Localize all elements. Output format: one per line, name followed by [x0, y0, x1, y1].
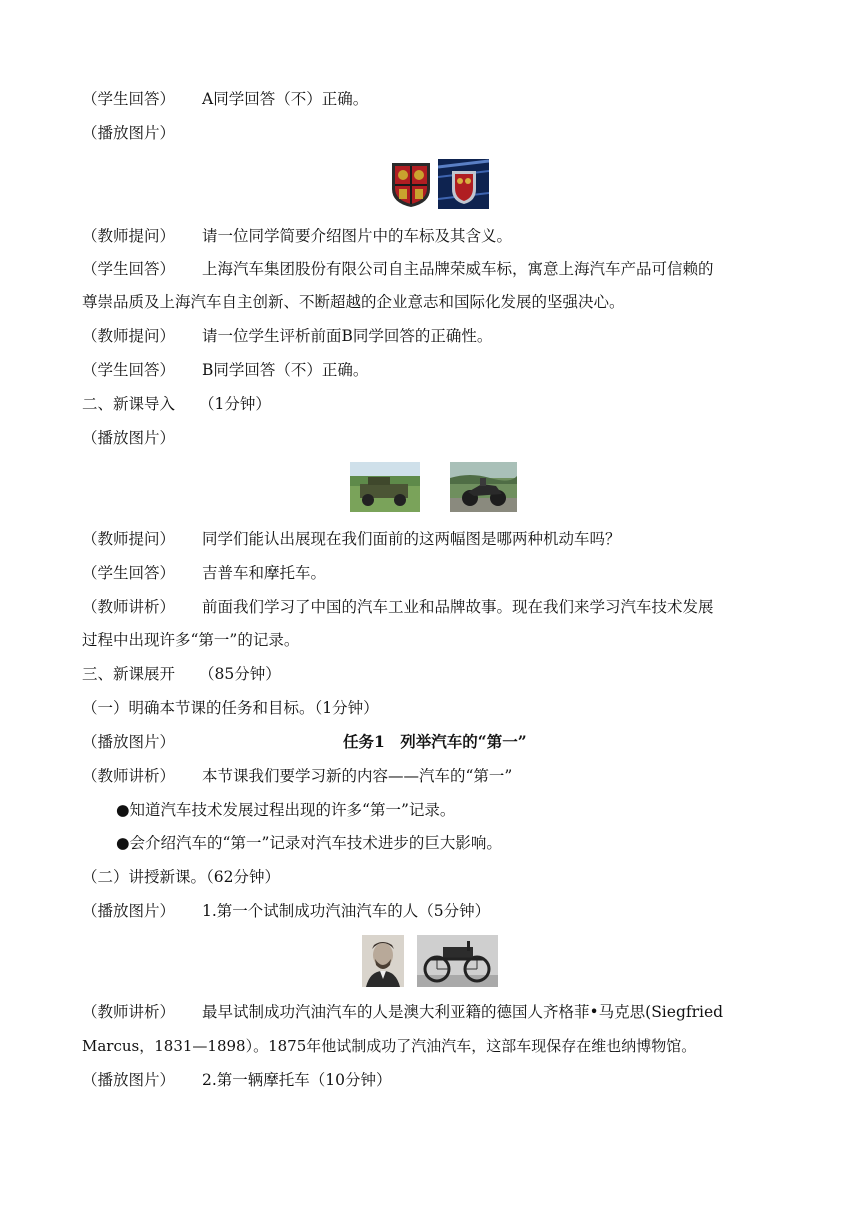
heading-text: 二、新课导入 [82, 395, 176, 413]
answer-text: A同学回答（不）正确。 [202, 90, 369, 108]
role-tag: （播放图片） [82, 124, 176, 142]
subheading-text: （二）讲授新课。（62分钟） [82, 868, 280, 886]
roewe-grille-image [438, 159, 489, 209]
role-tag: （教师讲析） [82, 767, 176, 785]
role-tag: （教师提问） [82, 327, 176, 345]
role-tag: （播放图片） [82, 1071, 176, 1089]
answer-text: 吉普车和摩托车。 [202, 564, 327, 582]
question-text: 请一位同学简要介绍图片中的车标及其含义。 [202, 227, 513, 245]
paragraph-teacher-explain-marcus [82, 1001, 723, 1023]
heading-text: 三、新课展开 [82, 665, 176, 683]
role-tag: （播放图片） [82, 429, 176, 447]
paragraph-student-answer-logo [82, 258, 714, 280]
roewe-logo-image [388, 159, 434, 209]
paragraph-continuation [82, 1035, 696, 1057]
paragraph-play-image-motorcycle [82, 1069, 392, 1091]
question-text: 请一位学生评析前面B同学回答的正确性。 [202, 327, 493, 345]
role-tag: （播放图片） [82, 902, 176, 920]
explain-text-continued: 过程中出现许多“第一”的记录。 [82, 631, 300, 649]
question-text: 同学们能认出展现在我们面前的这两幅图是哪两种机动车吗？ [202, 530, 621, 548]
subheading-text: （一）明确本节课的任务和目标。（1分钟） [82, 699, 379, 717]
topic-text: 1.第一个试制成功汽油汽车的人（5分钟） [202, 902, 491, 920]
subsection-heading-teaching [82, 866, 280, 888]
paragraph-student-answer-a [82, 88, 368, 110]
portrait-photo [362, 935, 404, 987]
topic-text: 2.第一辆摩托车（10分钟） [202, 1071, 392, 1089]
jeep-photo [350, 462, 420, 512]
heading-time: （85分钟） [199, 665, 281, 683]
task-title: 任务1 列举汽车的“第一” [343, 732, 527, 751]
paragraph-play-image [82, 122, 202, 144]
paragraph-continuation [82, 291, 625, 313]
explain-text: 最早试制成功汽油汽车的人是澳大利亚籍的德国人齐格菲•马克思(Siegfried [202, 1003, 724, 1021]
goal-bullet-2: ●会介绍汽车的“第一”记录对汽车技术进步的巨大影响。 [116, 834, 502, 852]
role-tag: （教师提问） [82, 530, 176, 548]
early-car-photo [417, 935, 498, 987]
explain-text-continued: Marcus，1831—1898）。1875年他试制成功了汽油汽车，这部车现保存在维也纳博物馆。 [82, 1037, 697, 1055]
paragraph-play-image [82, 427, 202, 449]
section-heading-intro [82, 393, 271, 415]
role-tag: （播放图片） [82, 733, 176, 751]
paragraph-play-image-first-car [82, 900, 490, 922]
paragraph-play-image-task [82, 731, 202, 753]
role-tag: （教师讲析） [82, 1003, 176, 1021]
role-tag: （学生回答） [82, 260, 176, 278]
paragraph-continuation [82, 629, 299, 651]
paragraph-teacher-question-b [82, 325, 492, 347]
paragraph-student-answer-vehicles [82, 562, 326, 584]
role-tag: （学生回答） [82, 361, 176, 379]
role-tag: （教师讲析） [82, 598, 176, 616]
role-tag: （教师提问） [82, 227, 176, 245]
paragraph-teacher-explain-lesson [82, 765, 512, 787]
role-tag: （学生回答） [82, 90, 176, 108]
goal-bullet-1: ●知道汽车技术发展过程出现的许多“第一”记录。 [116, 801, 456, 819]
motorcycle-photo [450, 462, 517, 512]
role-tag: （学生回答） [82, 564, 176, 582]
section-heading-new-lesson [82, 663, 281, 685]
paragraph-teacher-question-logo [82, 225, 512, 247]
explain-text: 本节课我们要学习新的内容——汽车的“第一” [202, 767, 513, 785]
paragraph-teacher-explain-intro [82, 596, 714, 618]
explain-text: 前面我们学习了中国的汽车工业和品牌故事。现在我们来学习汽车技术发展 [202, 598, 714, 616]
answer-text: B同学回答（不）正确。 [202, 361, 369, 379]
answer-text: 上海汽车集团股份有限公司自主品牌荣威车标，寓意上海汽车产品可信赖的 [202, 260, 714, 278]
paragraph-teacher-question-vehicles [82, 528, 621, 550]
paragraph-student-answer-b [82, 359, 368, 381]
answer-text-continued: 尊崇品质及上海汽车自主创新、不断超越的企业意志和国际化发展的坚强决心。 [82, 293, 625, 311]
heading-time: （1分钟） [199, 395, 271, 413]
subsection-heading-goals [82, 697, 379, 719]
